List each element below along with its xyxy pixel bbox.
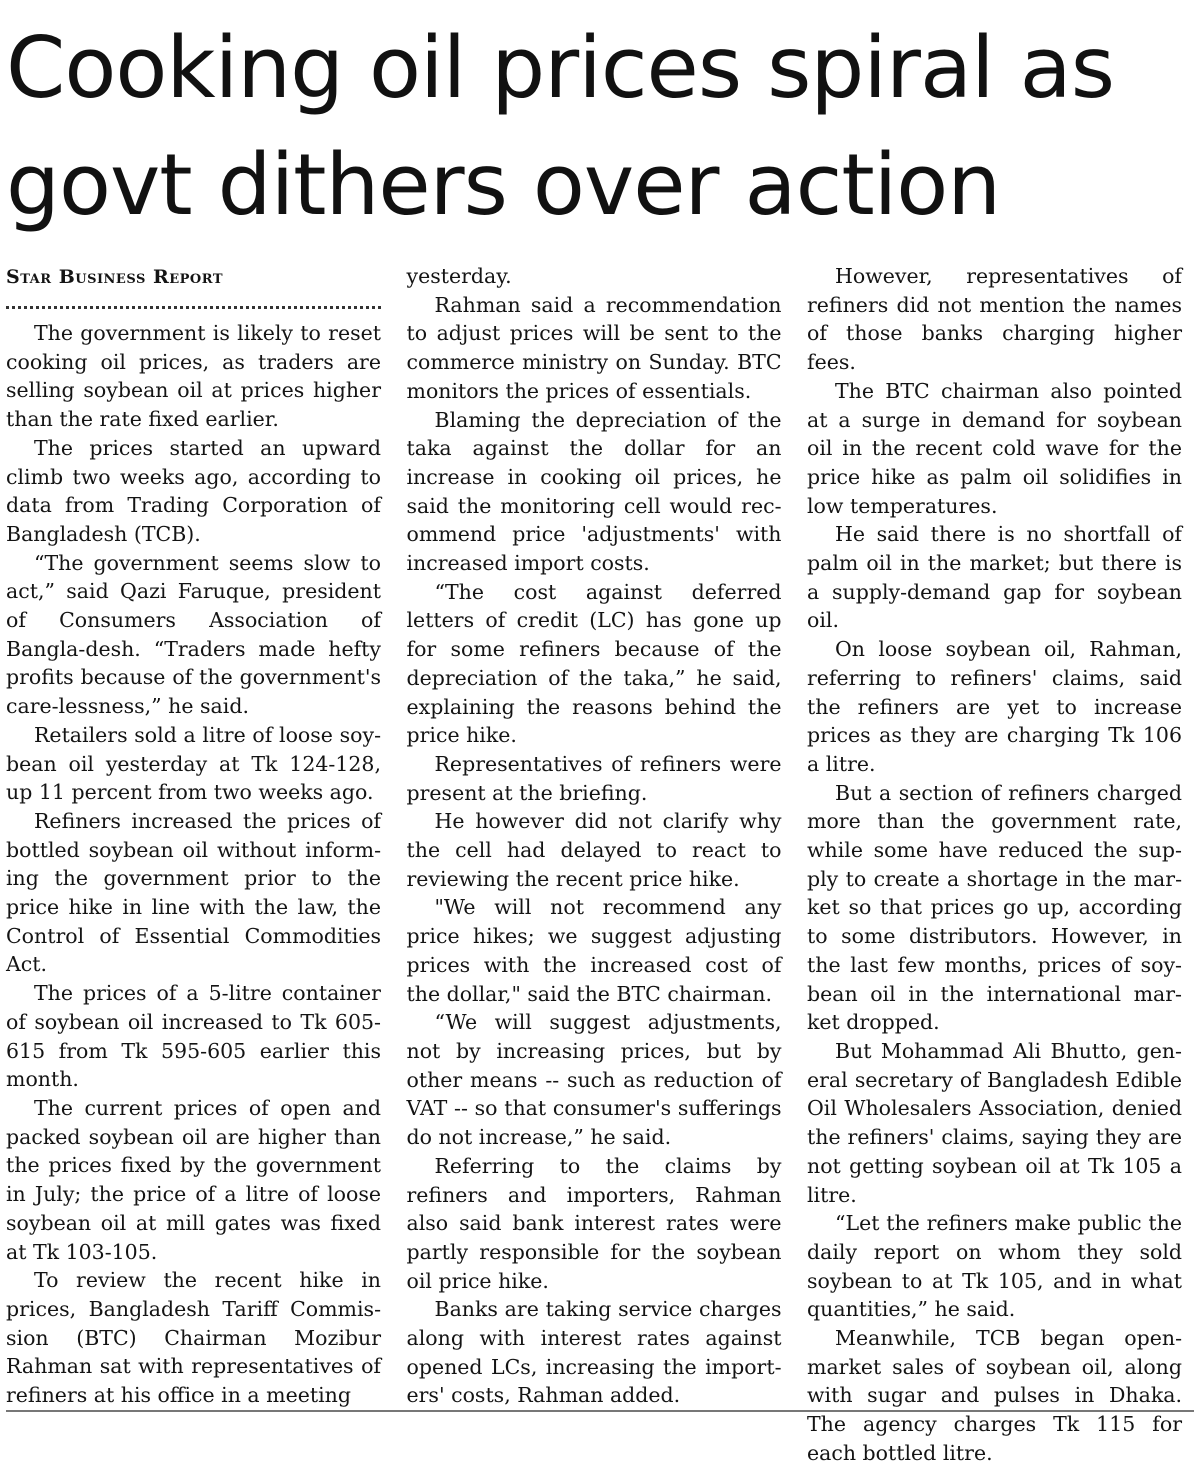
paragraph: Banks are taking service charges along with interest rates against opened LCs, increasing the import-ers' costs, Rahman added. — [406, 1297, 782, 1408]
paragraph: The prices started an upward climb two weeks ago, according to data from Trading Corporation of Bangladesh (TCB). — [6, 435, 381, 546]
bottom-rule — [6, 1410, 1194, 1412]
paragraph: “Let the refiners make public the daily report on whom they sold soybean to at Tk 105, and in what quantities,” he said. — [807, 1211, 1182, 1322]
paragraph: “The government seems slow to act,” said Qazi Faruque, president of Consumers Association of Bangla-desh. “Traders made hefty profits because of the government's care-lessness,” he said. — [6, 550, 381, 719]
paragraph: The BTC chairman also pointed at a surge in demand for soybean oil in the recent cold wave for the price hike as palm oil solidifies in low temperatures. — [807, 378, 1182, 518]
paragraph: Meanwhile, TCB began open-market sales of soybean oil, along with sugar and pulses in Dhaka. The agency charges Tk 115 for each bottled litre. — [807, 1326, 1182, 1465]
paragraph: To review the recent hike in prices, Bangladesh Tariff Commis-sion (BTC) Chairman Mozibur Rahman sat with representatives of refiners at his office in a meeting — [6, 1268, 381, 1408]
paragraph: On loose soybean oil, Rahman, referring to refiners' claims, said the refiners are yet to increase prices as they are charging Tk 106 a litre. — [807, 637, 1182, 776]
paragraph: “We will suggest adjustments, not by increasing prices, but by other means -- such as reduction of VAT -- so that consumer's sufferings do not increase,” he said. — [406, 1010, 782, 1150]
paragraph: Representatives of refiners were present at the briefing. — [406, 751, 782, 805]
paragraph: Retailers sold a litre of loose soy-bean oil yesterday at Tk 124-128, up 11 percent from two weeks ago. — [6, 722, 381, 805]
column-3 — [807, 262, 1182, 1465]
paragraph: Rahman said a recommendation to adjust prices will be sent to the commerce ministry on Sunday. BTC monitors the prices of essentials. — [406, 292, 782, 403]
dotted-separator — [6, 292, 381, 309]
paragraph: He however did not clarify why the cell had delayed to react to reviewing the recent price hike. — [406, 809, 782, 891]
paragraph: yesterday. — [406, 264, 512, 288]
paragraph: "We will not recommend any price hikes; we suggest adjusting prices with the increased cost of the dollar," said the BTC chairman. — [406, 895, 782, 1006]
paragraph: However, representatives of refiners did not mention the names of those banks charging higher fees. — [807, 264, 1182, 375]
column-1 — [6, 262, 381, 1408]
paragraph: But a section of refiners charged more than the government rate, while some have reduced the sup-ply to create a shortage in the mar-ket so that prices go up, according to some distributors. However, in the last few months, prices of soy-bean oil in the international mar-ket dropped. — [807, 780, 1182, 1035]
paragraph: “The cost against deferred letters of credit (LC) has gone up for some refiners because of the depreciation of the taka,” he said, explaining the reasons behind the price hike. — [406, 579, 782, 748]
paragraph: He said there is no shortfall of palm oil in the market; but there is a supply-demand gap for soybean oil. — [807, 522, 1182, 633]
column-2 — [406, 262, 782, 1408]
article-body — [6, 262, 1182, 1465]
paragraph: Blaming the depreciation of the taka against the dollar for an increase in cooking oil prices, he said the monitoring cell would rec-ommend price 'adjustments' with increased import costs. — [406, 407, 782, 576]
paragraph: The current prices of open and packed soybean oil are higher than the prices fixed by the government in July; the price of a litre of loose soybean oil at mill gates was fixed at Tk 103-105. — [6, 1095, 381, 1264]
paragraph: Referring to the claims by refiners and importers, Rahman also said bank interest rates were partly responsible for the soybean oil price hike. — [406, 1153, 782, 1293]
paragraph: The prices of a 5-litre container of soybean oil increased to Tk 605-615 from Tk 595-605 earlier this month. — [6, 981, 381, 1092]
paragraph: Refiners increased the prices of bottled soybean oil without inform-ing the government prior to the price hike in line with the law, the Control of Essential Commodities Act. — [6, 808, 381, 977]
headline: Cooking oil prices spiral as govt dithers over action — [6, 19, 1115, 235]
byline: Star Business Report — [6, 266, 223, 288]
paragraph: But Mohammad Ali Bhutto, gen-eral secretary of Bangladesh Edible Oil Wholesalers Association, denied the refiners' claims, saying they are not getting soybean oil at Tk 105 a litre. — [807, 1038, 1182, 1207]
paragraph: The government is likely to reset cooking oil prices, as traders are selling soybean oil at prices higher than the rate fixed earlier. — [6, 321, 381, 432]
